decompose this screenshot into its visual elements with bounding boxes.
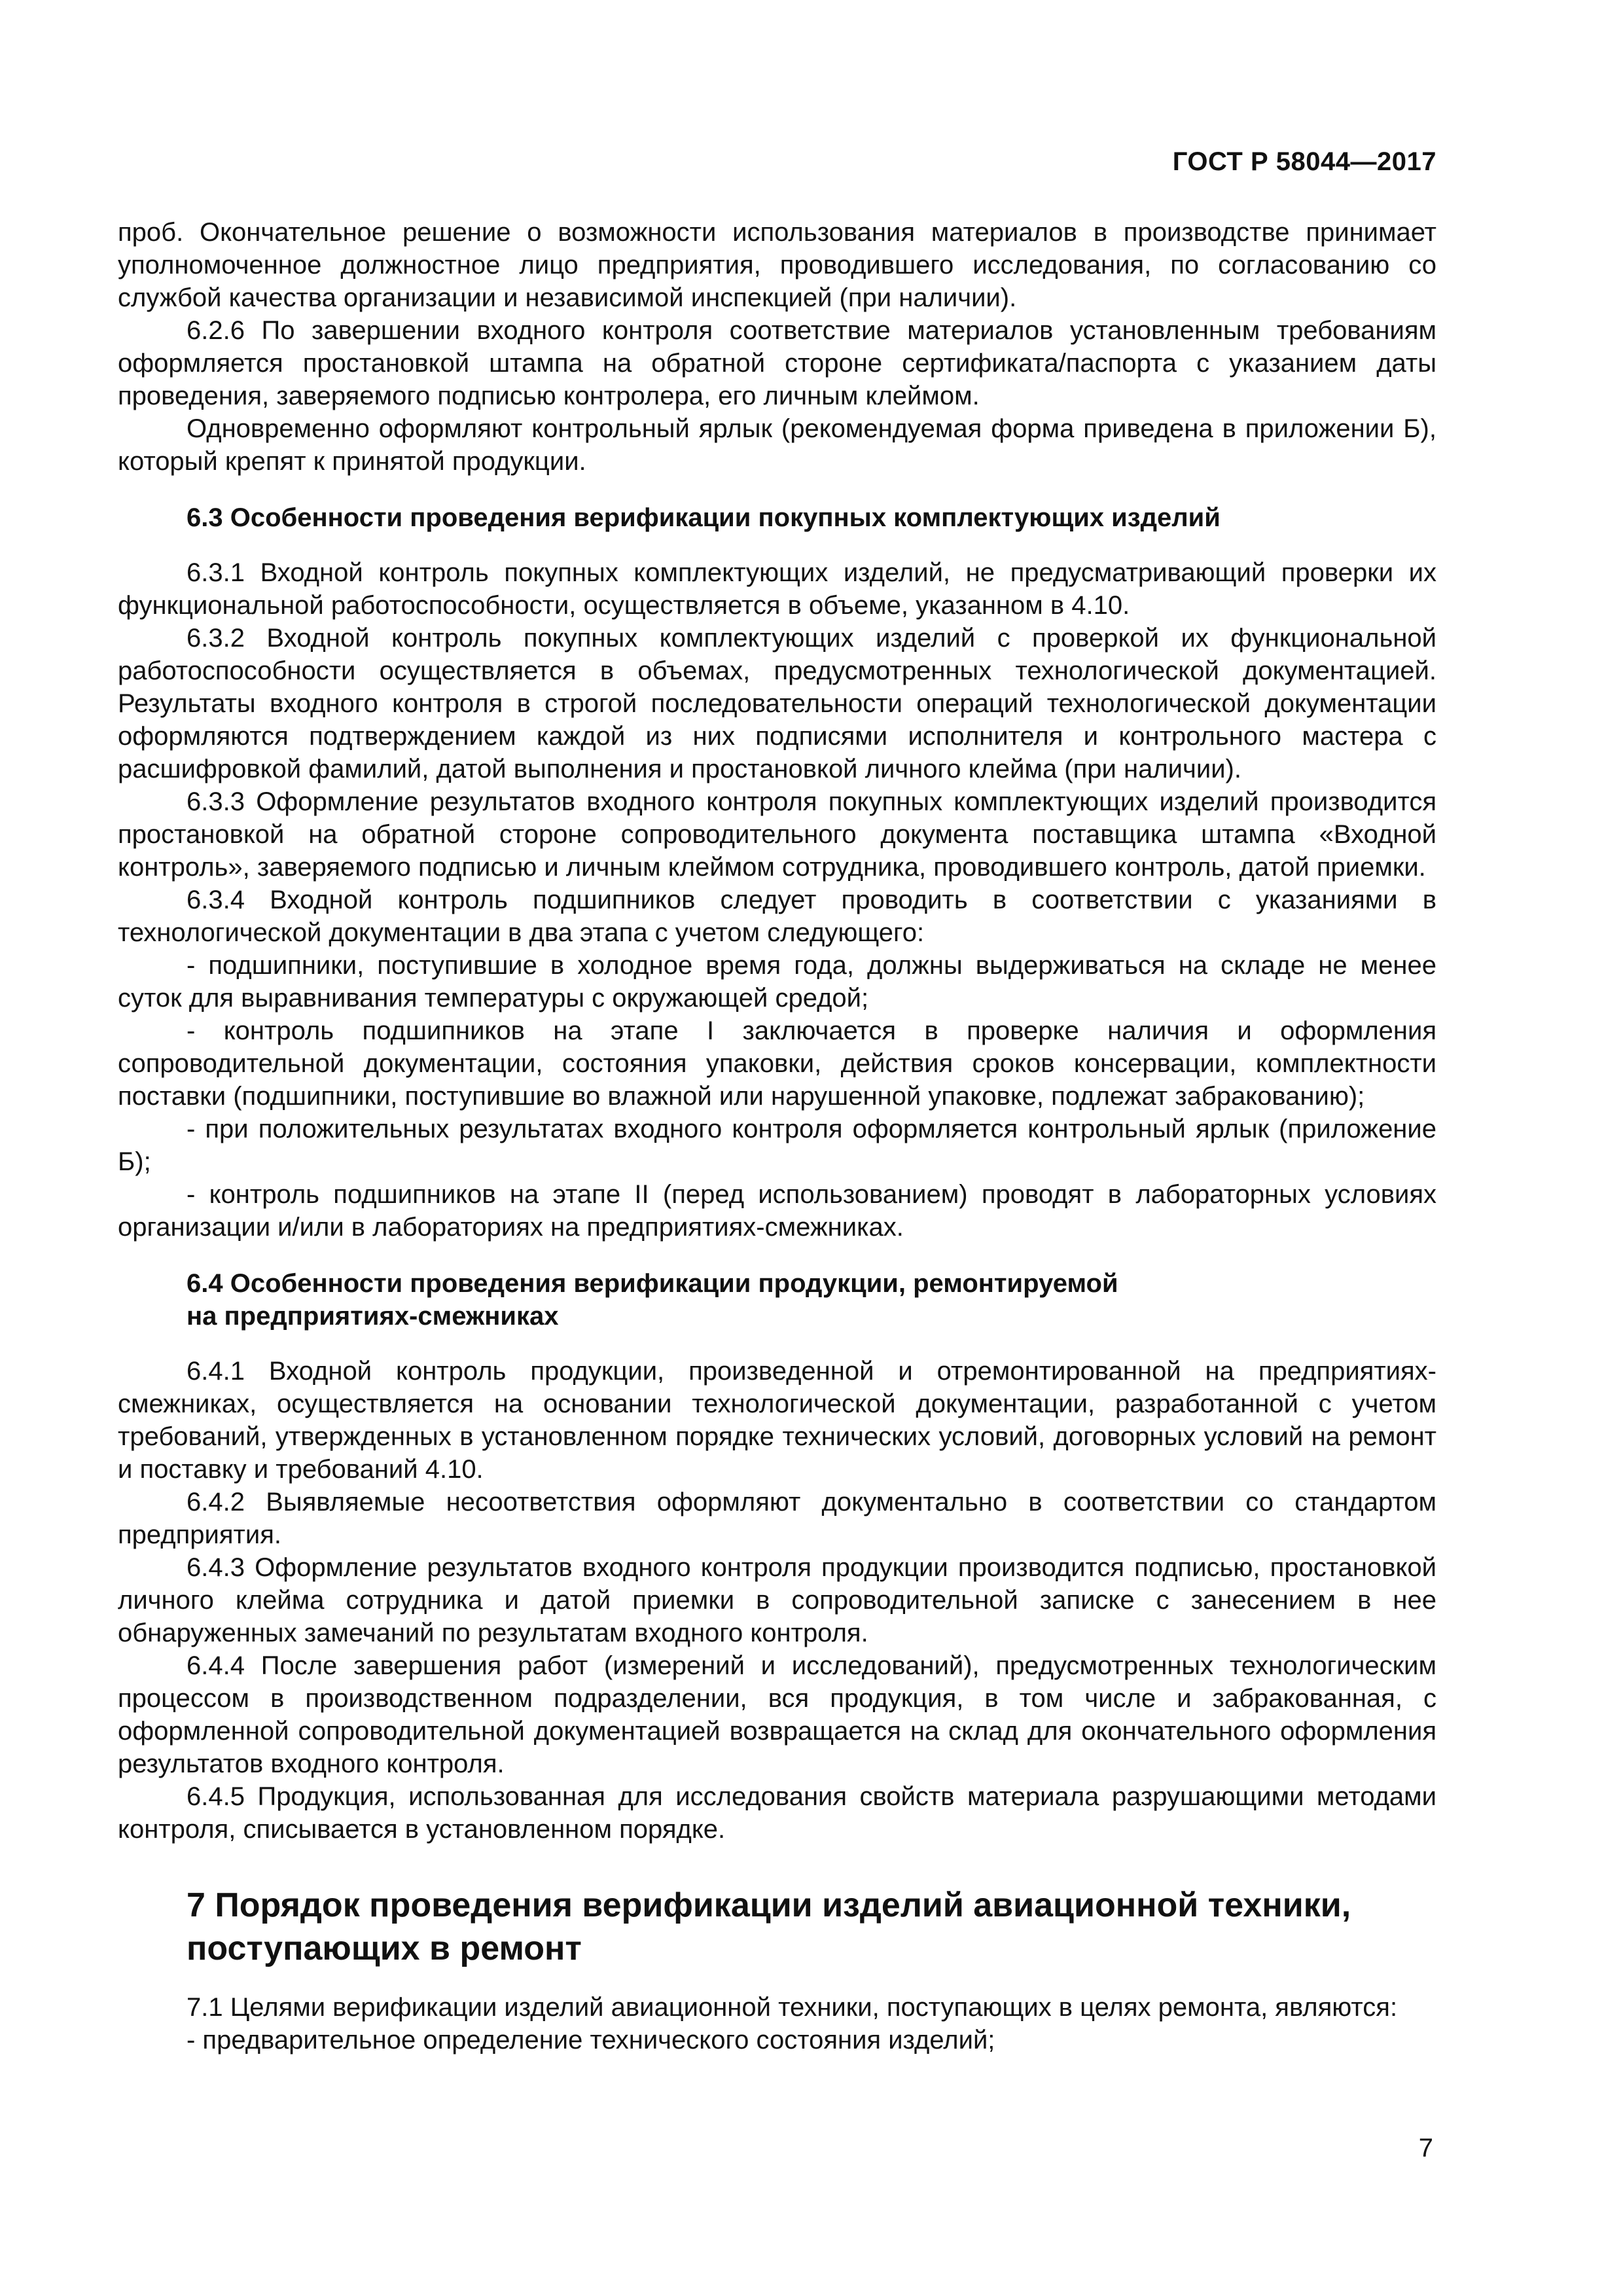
- list-item: - подшипники, поступившие в холодное время года, должны выдерживаться на складе не менее суток для выравнивания температуры с окружающей средой;: [118, 951, 1436, 1013]
- paragraph: 6.3.2 Входной контроль покупных комплектующих изделий с проверкой их функциональной работоспособности осуществляется в объемах, предусмотренных технологической документацией. Результаты входного контроля в строгой последовательности операций технологической документации оформляются подтверждением каждой из них подписями исполнителя и контрольного мастера с расшифровкой фамилий, датой выполнения и простановкой личного клейма (при наличии).: [118, 624, 1436, 783]
- document-code: ГОСТ Р 58044—2017: [1172, 147, 1436, 176]
- paragraph: проб. Окончательное решение о возможности использования материалов в производстве принимает уполномоченное должностное лицо предприятия, проводившего исследования, по согласованию со службой качества организации и независимой инспекцией (при наличии).: [118, 218, 1436, 312]
- paragraph: 6.3.3 Оформление результатов входного контроля покупных комплектующих изделий производится простановкой на обратной стороне сопроводительного документа поставщика штампа «Входной контроль», заверяемого подписью и личным клеймом сотрудника, проводившего контроль, датой приемки.: [118, 787, 1436, 882]
- section-heading-line: на предприятиях-смежниках: [187, 1302, 559, 1331]
- paragraph: Одновременно оформляют контрольный ярлык (рекомендуемая форма приведена в приложении Б), который крепят к принятой продукции.: [118, 414, 1436, 476]
- list-item: - при положительных результатах входного контроля оформляется контрольный ярлык (приложение Б);: [118, 1115, 1436, 1176]
- list-item: - контроль подшипников на этапе II (перед использованием) проводят в лабораторных условиях организации и/или в лабораториях на предприятиях-смежниках.: [118, 1180, 1436, 1242]
- paragraph: 6.3.4 Входной контроль подшипников следует проводить в соответствии с указаниями в технологической документации в два этапа с учетом следующего:: [118, 886, 1436, 947]
- section-heading-6-4: [118, 1267, 1436, 1333]
- chapter-heading-7: [118, 1884, 1436, 1970]
- list-item: - контроль подшипников на этапе I заключается в проверке наличия и оформления сопроводительной документации, состояния упаковки, действия сроков консервации, комплектности поставки (подшипники, поступившие во влажной или нарушенной упаковке, подлежат забракованию);: [118, 1016, 1436, 1111]
- paragraph: 6.2.6 По завершении входного контроля соответствие материалов установленным требованиям оформляется простановкой штампа на обратной стороне сертификата/паспорта с указанием даты проведения, заверяемого подписью контролера, его личным клеймом.: [118, 316, 1436, 410]
- paragraph: 6.4.2 Выявляемые несоответствия оформляют документально в соответствии со стандартом предприятия.: [118, 1488, 1436, 1549]
- page-number: 7: [1418, 2134, 1433, 2162]
- paragraph: 6.3.1 Входной контроль покупных комплектующих изделий, не предусматривающий проверки их функциональной работоспособности, осуществляется в объеме, указанном в 4.10.: [118, 558, 1436, 620]
- document-body: [118, 216, 1436, 2056]
- list-item: - предварительное определение технического состояния изделий;: [187, 2026, 995, 2054]
- section-heading-line: 6.4 Особенности проведения верификации продукции, ремонтируемой: [187, 1269, 1118, 1298]
- paragraph: 6.4.3 Оформление результатов входного контроля продукции производится подписью, простановкой личного клейма сотрудника и датой приемки в сопроводительной записке с занесением в нее обнаруженных замечаний по результатам входного контроля.: [118, 1553, 1436, 1647]
- paragraph: 6.4.4 После завершения работ (измерений и исследований), предусмотренных технологическим процессом в производственном подразделении, вся продукция, в том числе и забракованная, с оформленной сопроводительной документацией возвращается на склад для окончательного оформления результатов входного контроля.: [118, 1651, 1436, 1778]
- paragraph: 6.4.5 Продукция, использованная для исследования свойств материала разрушающими методами контроля, списывается в установленном порядке.: [118, 1782, 1436, 1844]
- paragraph: 6.4.1 Входной контроль продукции, произведенной и отремонтированной на предприятиях-смежниках, осуществляется на основании технологической документации, разработанной с учетом требований, утвержденных в установленном порядке технических условий, договорных условий на ремонт и поставку и требований 4.10.: [118, 1357, 1436, 1484]
- paragraph: 7.1 Целями верификации изделий авиационной техники, поступающих в целях ремонта, являются:: [187, 1993, 1398, 2022]
- section-heading-line: 6.3 Особенности проведения верификации покупных комплектующих изделий: [187, 503, 1221, 532]
- chapter-heading-line: поступающих в ремонт: [187, 1929, 582, 1967]
- chapter-heading-line: 7 Порядок проведения верификации изделий авиационной техники,: [187, 1886, 1351, 1924]
- section-heading-6-3: [118, 501, 1436, 534]
